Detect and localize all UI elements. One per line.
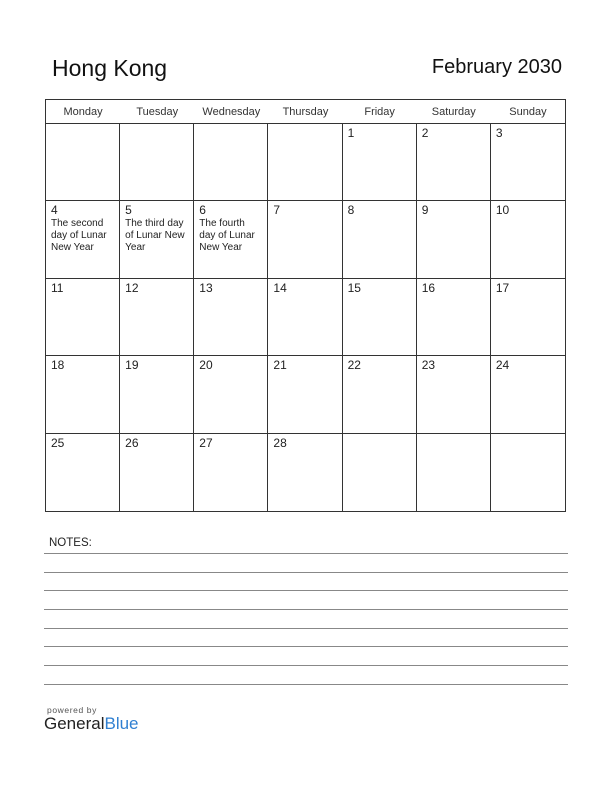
day-number: 10 <box>495 203 510 218</box>
day-number: 7 <box>273 203 281 218</box>
location-title: Hong Kong <box>52 55 168 81</box>
day-number: 21 <box>273 358 287 373</box>
day-number: 26 <box>125 435 139 450</box>
holiday-event: The fourth day of Lunar New Year <box>199 218 255 254</box>
day-number: 13 <box>199 280 213 295</box>
day-number: 23 <box>421 358 436 373</box>
day-cells <box>46 124 565 511</box>
day-cell <box>417 279 491 356</box>
day-cell <box>343 434 417 511</box>
powered-by-text: powered by <box>47 705 97 715</box>
day-cell <box>194 279 268 356</box>
day-number: 17 <box>495 280 510 295</box>
day-number: 27 <box>199 435 213 450</box>
notes-label: NOTES: <box>49 537 92 549</box>
day-cell <box>46 279 120 356</box>
brand-name-blue: Blue <box>104 714 139 733</box>
note-line <box>44 684 568 685</box>
day-number: 20 <box>199 358 213 373</box>
day-number: 14 <box>273 280 287 295</box>
day-number: 8 <box>347 203 355 218</box>
day-cell <box>120 356 194 433</box>
day-number: 24 <box>495 358 510 373</box>
day-number: 1 <box>347 126 355 140</box>
day-cell <box>268 124 342 201</box>
day-cell <box>194 201 268 278</box>
day-cell <box>491 356 565 433</box>
day-cell <box>343 201 417 278</box>
day-cell <box>120 124 194 201</box>
day-number: 11 <box>51 280 64 295</box>
day-number: 25 <box>51 435 65 450</box>
day-number: 18 <box>51 358 65 373</box>
note-line <box>44 590 568 591</box>
note-line <box>44 553 568 554</box>
day-number: 2 <box>421 126 429 140</box>
day-number: 16 <box>421 280 436 295</box>
day-cell <box>46 356 120 433</box>
weekday-sunday: Sunday <box>509 106 547 118</box>
day-number: 22 <box>347 358 361 373</box>
day-number: 28 <box>273 435 287 450</box>
day-cell <box>417 434 491 511</box>
weekday-monday: Monday <box>63 106 103 118</box>
note-line <box>44 628 568 629</box>
day-cell <box>46 201 120 278</box>
weekday-friday: Friday <box>364 106 395 118</box>
day-cell <box>491 201 565 278</box>
day-number: 15 <box>347 280 361 295</box>
day-cell <box>268 434 342 511</box>
note-line <box>44 609 568 610</box>
day-cell <box>46 434 120 511</box>
day-cell <box>491 434 565 511</box>
day-number: 9 <box>421 203 429 218</box>
note-line <box>44 572 568 573</box>
day-number: 4 <box>51 203 58 218</box>
day-cell <box>268 201 342 278</box>
day-number: 19 <box>125 358 139 373</box>
day-cell <box>120 279 194 356</box>
day-cell <box>46 124 120 201</box>
day-number: 5 <box>125 203 132 218</box>
weekday-saturday: Saturday <box>431 106 476 118</box>
day-cell <box>268 279 342 356</box>
day-cell <box>417 356 491 433</box>
day-number: 6 <box>199 203 206 218</box>
day-cell <box>343 356 417 433</box>
brand-name-general: General <box>44 714 105 733</box>
month-year-title: February 2030 <box>431 56 562 78</box>
holiday-event: The second day of Lunar New Year <box>51 218 107 254</box>
weekday-wednesday: Wednesday <box>202 106 261 118</box>
day-cell <box>194 356 268 433</box>
day-cell <box>194 434 268 511</box>
day-cell <box>491 124 565 201</box>
day-cell <box>343 279 417 356</box>
note-line <box>44 665 568 666</box>
day-cell <box>120 434 194 511</box>
day-cell <box>417 124 491 201</box>
weekday-thursday: Thursday <box>282 106 329 118</box>
day-cell <box>343 124 417 201</box>
footer-branding <box>44 705 139 734</box>
brand-logo[interactable] <box>44 714 139 734</box>
day-cell <box>194 124 268 201</box>
day-cell <box>268 356 342 433</box>
day-number: 3 <box>495 126 503 140</box>
holiday-event: The third day of Lunar New Year <box>125 218 185 254</box>
weekday-tuesday: Tuesday <box>136 106 179 118</box>
day-number: 12 <box>125 280 139 295</box>
weekday-header-row <box>46 100 565 124</box>
day-cell <box>417 201 491 278</box>
note-line <box>44 646 568 647</box>
calendar-grid <box>45 99 566 512</box>
day-cell <box>491 279 565 356</box>
day-cell <box>120 201 194 278</box>
